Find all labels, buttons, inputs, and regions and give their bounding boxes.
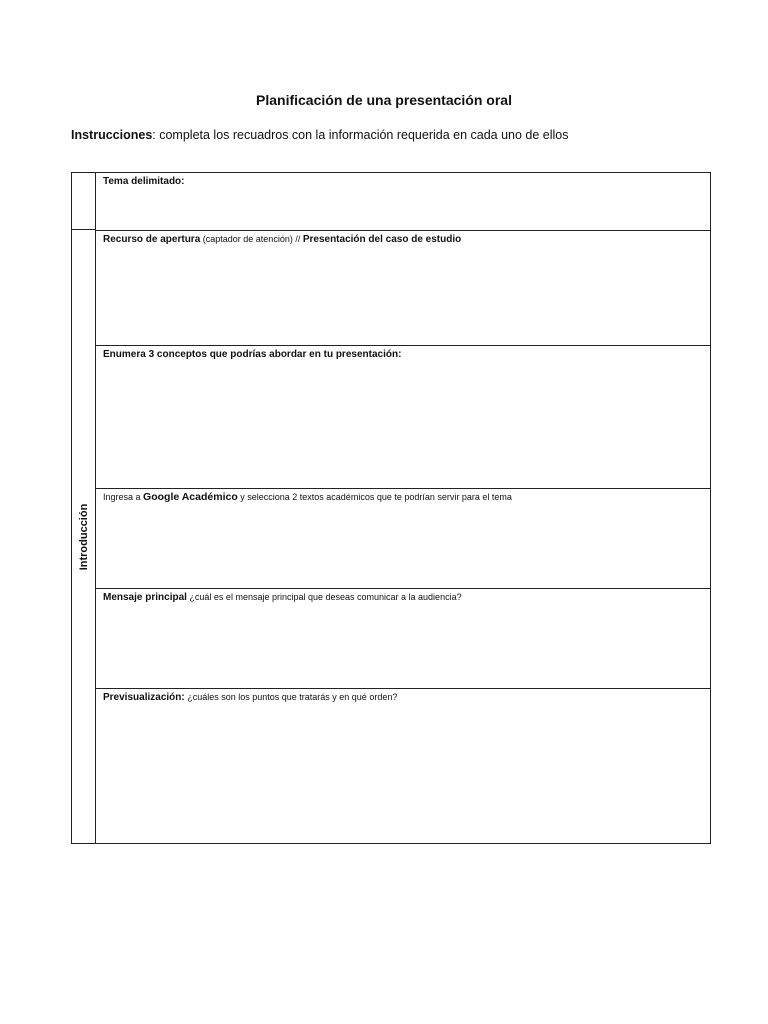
field-label: Recurso de apertura	[103, 234, 201, 245]
page-title: Planificación de una presentación oral	[256, 92, 512, 108]
instructions-text: : completa los recuadros con la información requerida en cada uno de ellos	[152, 128, 569, 142]
section-column-divider	[72, 229, 96, 230]
field-note: ¿cuáles son los puntos que tratarás y en qué orden?	[184, 692, 398, 702]
field-label: Tema delimitado:	[103, 176, 185, 187]
field-prefix: Ingresa a	[103, 492, 144, 502]
field-note: (captador de atención) //	[200, 234, 303, 244]
field-label: Previsualización:	[103, 692, 185, 703]
field-tema-delimitado[interactable]	[96, 173, 710, 230]
field-label-secondary: Presentación del caso de estudio	[302, 234, 462, 245]
instructions	[71, 128, 569, 142]
section-column	[72, 173, 96, 843]
section-label-introduccion: Introducción	[78, 503, 90, 571]
field-conceptos[interactable]	[96, 345, 710, 488]
field-label: Enumera 3 conceptos que podrías abordar en tu presentación:	[103, 349, 402, 360]
field-note: y selecciona 2 textos académicos que te podrían servir para el tema	[237, 492, 512, 502]
field-recurso-de-apertura[interactable]	[96, 230, 710, 345]
field-label: Google Académico	[143, 491, 238, 503]
instructions-lead: Instrucciones	[71, 128, 153, 142]
planning-table	[71, 172, 711, 844]
field-google-academico[interactable]	[96, 488, 710, 588]
field-label: Mensaje principal	[103, 592, 187, 603]
field-mensaje-principal[interactable]	[96, 588, 710, 688]
field-previsualizacion[interactable]	[96, 688, 710, 843]
field-note: ¿cuál es el mensaje principal que deseas comunicar a la audiencia?	[186, 592, 462, 602]
